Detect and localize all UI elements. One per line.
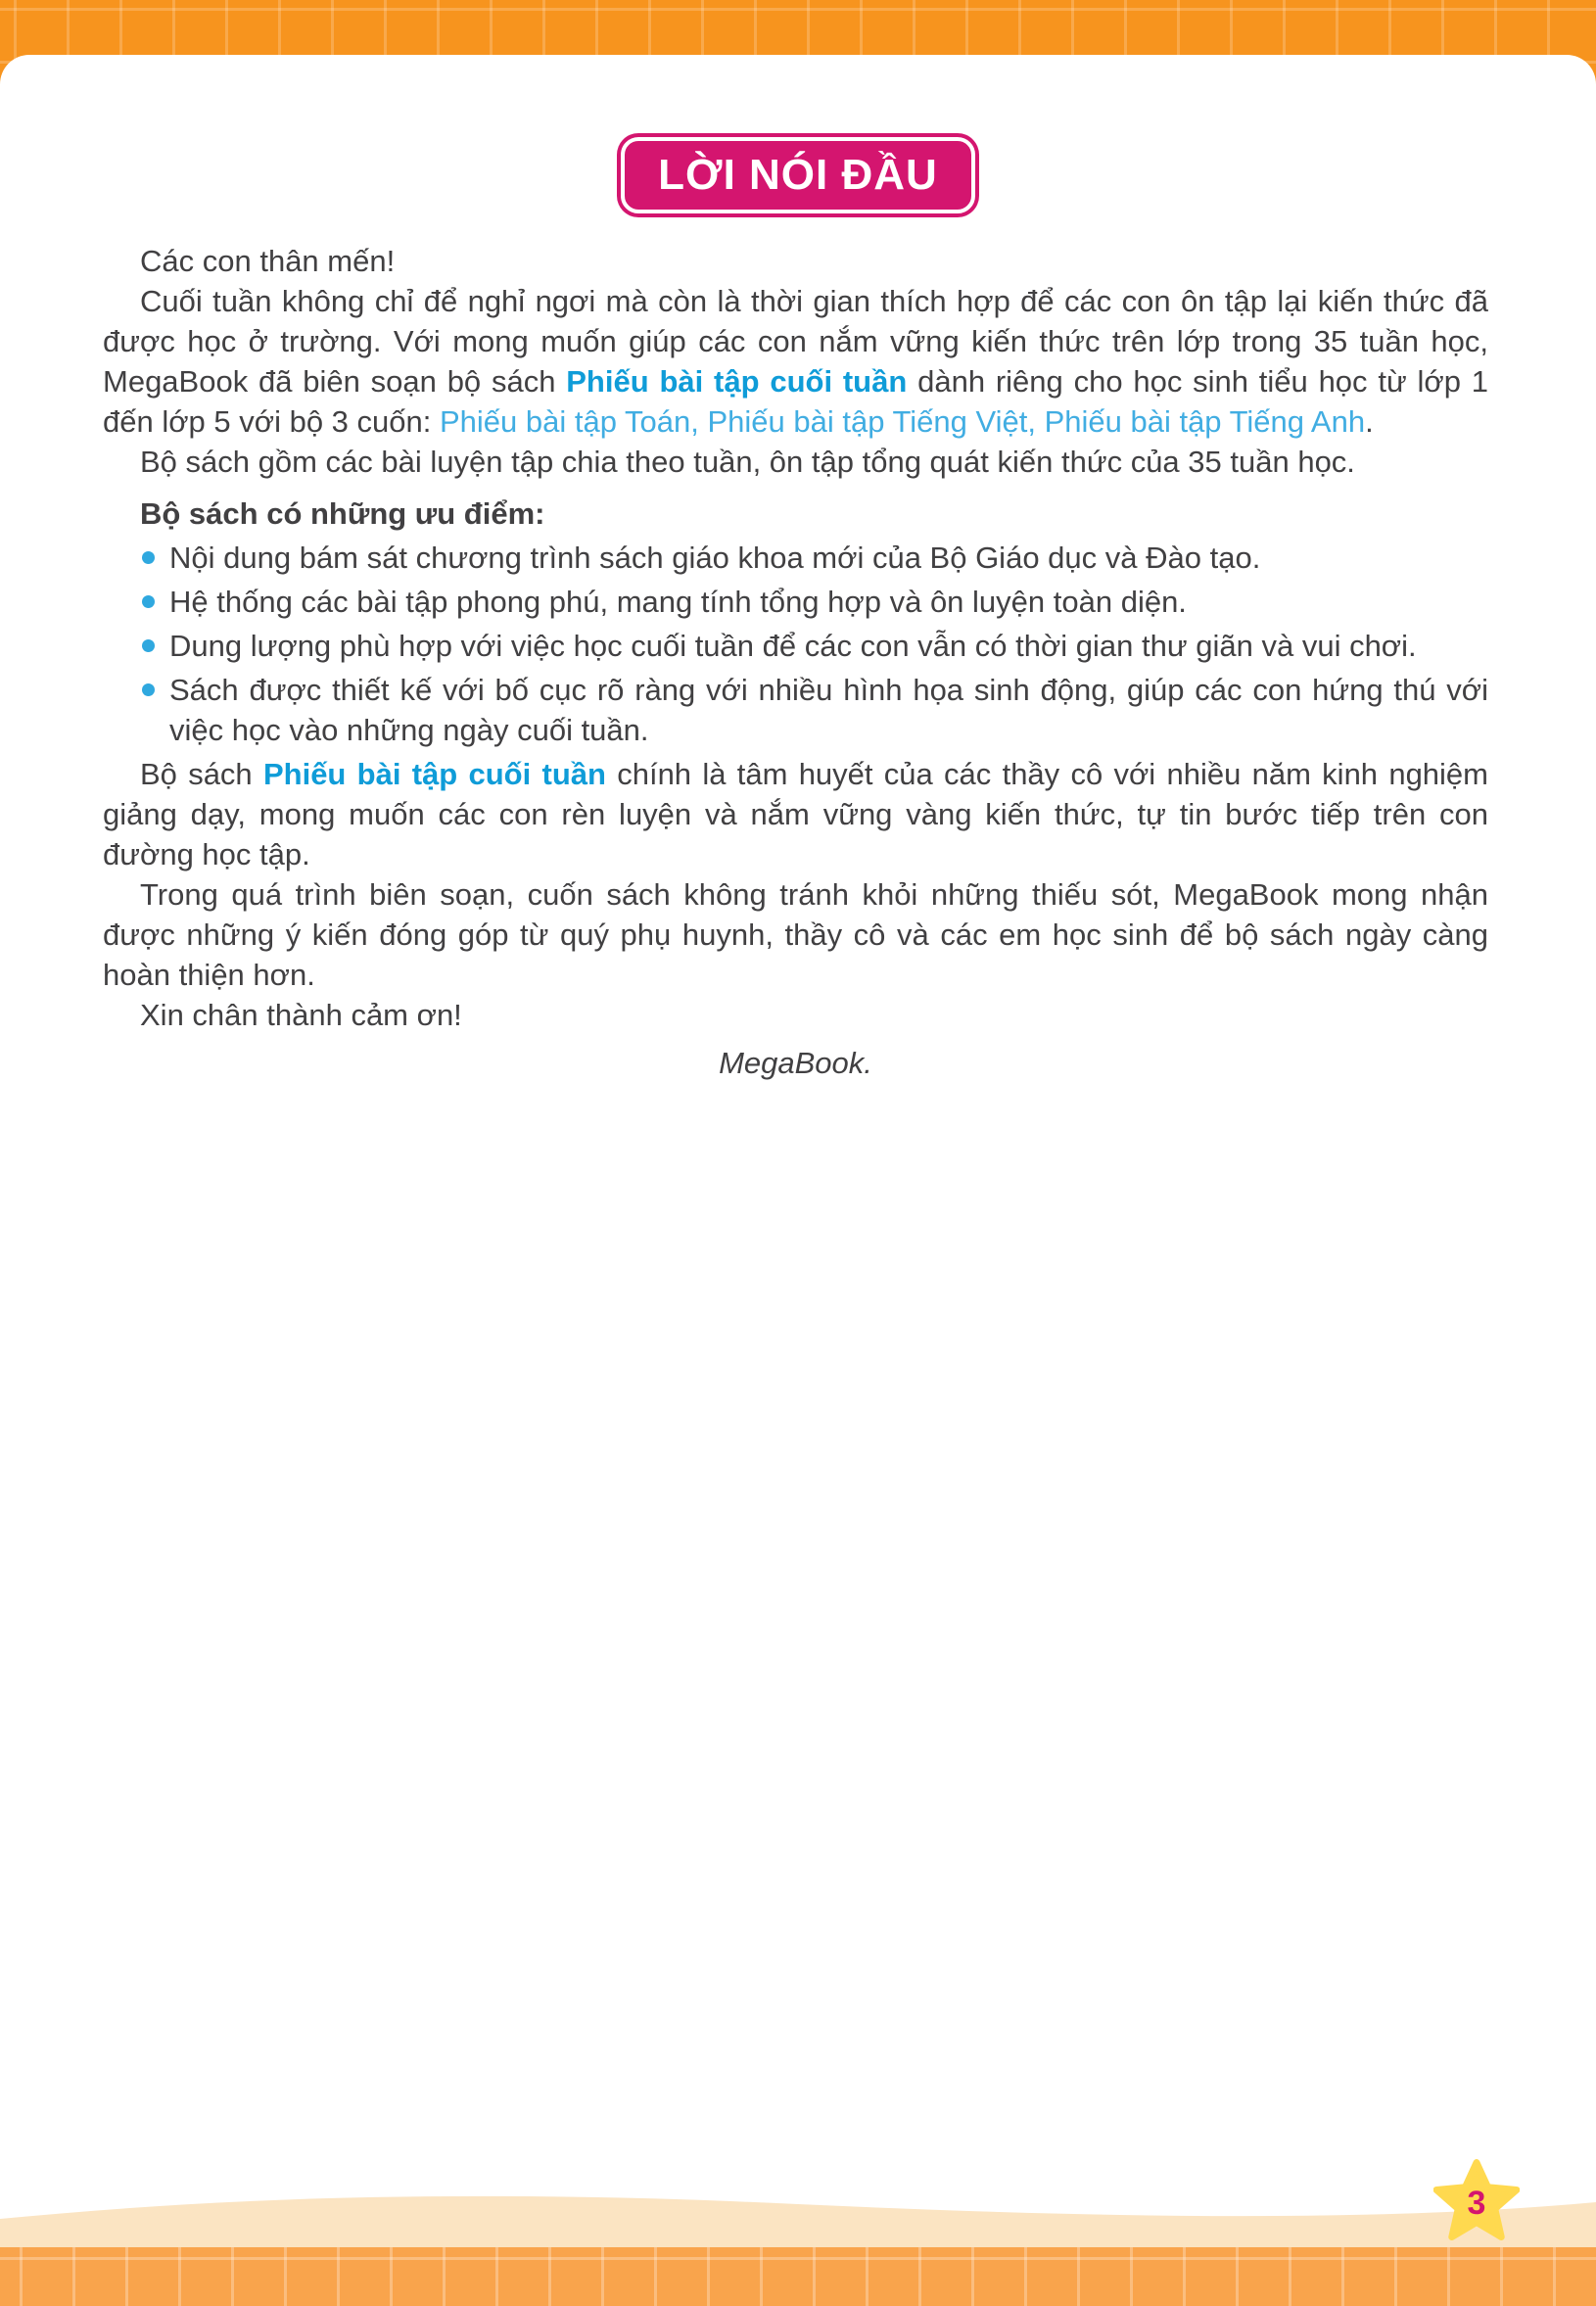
feature-item bbox=[103, 626, 1488, 666]
closing-paragraph-2 bbox=[103, 874, 1488, 995]
title-badge bbox=[621, 137, 975, 213]
closing-2-text: Trong quá trình biên soạn, cuốn sách không tránh khỏi những thiếu sót, MegaBook mong nhận được những ý kiến đóng góp từ quý phụ huynh, thầy cô và các em học sinh để bộ sách ngày càng hoàn thiện hơn. bbox=[103, 877, 1488, 992]
feature-text: Hệ thống các bài tập phong phú, mang tính tổng hợp và ôn luyện toàn diện. bbox=[169, 585, 1187, 619]
series-title: Phiếu bài tập cuối tuần bbox=[262, 757, 606, 791]
closing-paragraph-1 bbox=[103, 754, 1488, 874]
page-number-star bbox=[1433, 2159, 1520, 2243]
intro-text-3: . bbox=[1365, 404, 1374, 439]
thanks-line bbox=[103, 995, 1488, 1035]
page-sheet bbox=[0, 55, 1596, 2306]
thanks-text: Xin chân thành cảm ơn! bbox=[140, 998, 462, 1032]
feature-item bbox=[103, 670, 1488, 750]
series-title: Phiếu bài tập cuối tuần bbox=[566, 364, 908, 399]
features-heading bbox=[103, 494, 1488, 534]
closing-1-text-2: chính là tâm huyết của các thầy cô với nhiều năm kinh nghiệm giảng dạy, mong muốn các con rèn luyện và nắm vững vàng kiến thức, tự tin bước tiếp trên con đường học tập. bbox=[103, 757, 1488, 871]
feature-item bbox=[103, 582, 1488, 622]
intro-text-1: Cuối tuần không chỉ để nghỉ ngơi mà còn là thời gian thích hợp để các con ôn tập lại kiến thức đã được học ở trường. Với mong muốn giúp các con nắm vững kiến thức trên lớp trong 35 tuần học, MegaBook đã biên soạn bộ sách bbox=[103, 284, 1488, 399]
bullet-icon bbox=[142, 595, 155, 608]
bottom-decorative-band bbox=[0, 2247, 1596, 2306]
bullet-icon bbox=[142, 683, 155, 696]
overview-text: Bộ sách gồm các bài luyện tập chia theo tuần, ôn tập tổng quát kiến thức của 35 tuần học. bbox=[140, 445, 1355, 479]
feature-text: Nội dung bám sát chương trình sách giáo khoa mới của Bộ Giáo dục và Đào tạo. bbox=[169, 541, 1261, 575]
intro-paragraph bbox=[103, 281, 1488, 442]
page-number: 3 bbox=[1467, 2185, 1486, 2222]
book-list: Phiếu bài tập Toán, Phiếu bài tập Tiếng Việt, Phiếu bài tập Tiếng Anh bbox=[439, 404, 1366, 439]
signature-text: MegaBook. bbox=[719, 1046, 872, 1080]
greeting-text: Các con thân mến! bbox=[140, 244, 396, 278]
greeting-paragraph bbox=[103, 241, 1488, 281]
title-badge-row bbox=[0, 55, 1596, 213]
bullet-icon bbox=[142, 639, 155, 652]
features-heading-text: Bộ sách có những ưu điểm: bbox=[140, 496, 545, 531]
page-title: LỜI NÓI ĐẦU bbox=[658, 151, 938, 199]
bottom-wave-decoration bbox=[0, 2178, 1596, 2248]
bullet-icon bbox=[142, 551, 155, 564]
preface-content bbox=[0, 213, 1596, 1083]
overview-paragraph bbox=[103, 442, 1488, 482]
intro-text-2: dành riêng cho học sinh tiểu học từ lớp 1 đến lớp 5 với bộ 3 cuốn: bbox=[103, 364, 1488, 439]
closing-1-text-1: Bộ sách bbox=[140, 757, 263, 791]
signature bbox=[103, 1043, 1488, 1083]
feature-item bbox=[103, 538, 1488, 578]
feature-text: Sách được thiết kế với bố cục rõ ràng với nhiều hình họa sinh động, giúp các con hứng thú với việc học vào những ngày cuối tuần. bbox=[169, 673, 1488, 747]
feature-text: Dung lượng phù hợp với việc học cuối tuần để các con vẫn có thời gian thư giãn và vui chơi. bbox=[169, 629, 1417, 663]
